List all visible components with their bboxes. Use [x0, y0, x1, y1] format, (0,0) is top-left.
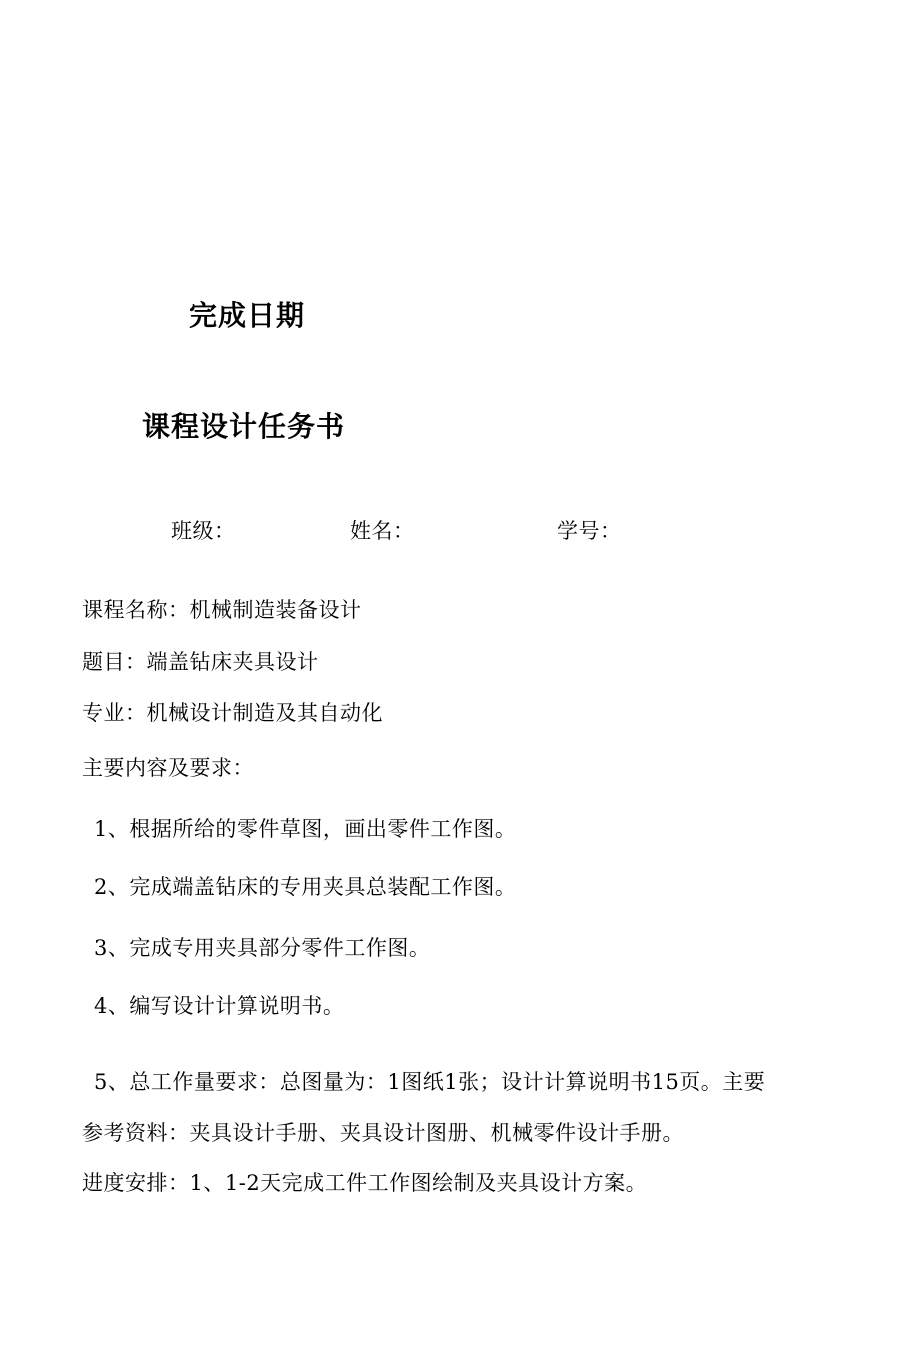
student-id-label: 学号：: [557, 519, 622, 543]
requirement-item: 2、完成端盖钻床的专用夹具总装配工作图。: [94, 875, 517, 899]
requirement-item: 1、根据所给的零件草图，画出零件工作图。: [94, 817, 517, 841]
completion-date-label: 完成日期: [189, 299, 306, 332]
document-title: 课程设计任务书: [142, 410, 346, 443]
topic: 题目：端盖钻床夹具设计: [82, 650, 319, 674]
name-label: 姓名：: [350, 519, 415, 543]
requirement-item: 4、编写设计计算说明书。: [94, 994, 345, 1018]
major: 专业：机械设计制造及其自动化: [82, 701, 383, 725]
references: 参考资料：夹具设计手册、夹具设计图册、机械零件设计手册。: [82, 1121, 684, 1145]
main-content-heading: 主要内容及要求：: [82, 756, 254, 780]
schedule: 进度安排：1、1-2天完成工件工作图绘制及夹具设计方案。: [82, 1171, 648, 1195]
requirement-item: 3、完成专用夹具部分零件工作图。: [94, 936, 431, 960]
requirement-item: 5、总工作量要求：总图量为：1图纸1张；设计计算说明书15页。主要: [94, 1070, 766, 1094]
class-label: 班级：: [171, 519, 236, 543]
course-name: 课程名称：机械制造装备设计: [82, 598, 362, 622]
